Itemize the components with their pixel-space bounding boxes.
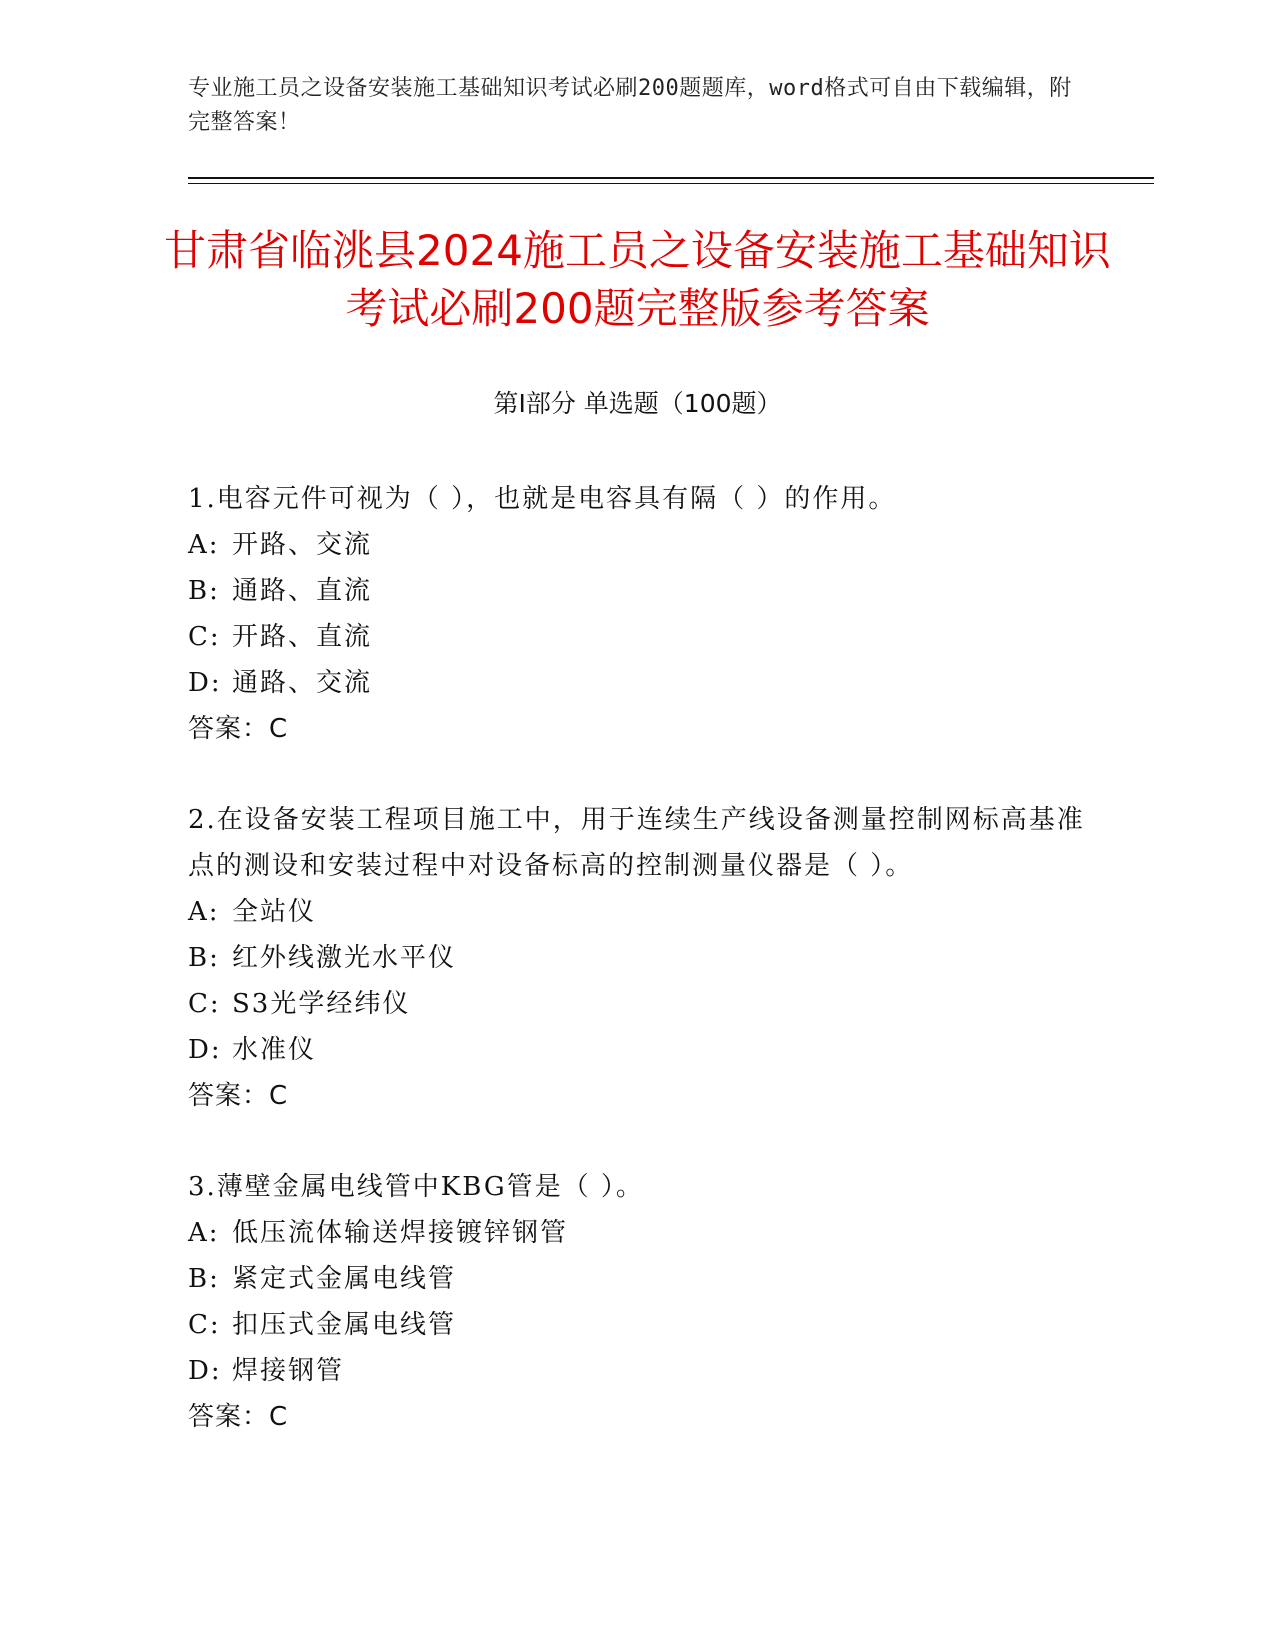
option-c xyxy=(188,981,1088,1027)
option-b xyxy=(188,935,1088,981)
option-letter: A: xyxy=(188,1218,220,1248)
answer-line: 答案：C xyxy=(188,1081,289,1111)
option-b xyxy=(188,1256,1088,1302)
option-d xyxy=(188,1027,1088,1073)
option-d xyxy=(188,1348,1088,1394)
question-2 xyxy=(188,797,1088,1119)
option-text: 开路、直流 xyxy=(232,622,373,652)
option-letter: A: xyxy=(188,530,220,560)
option-letter: D: xyxy=(188,1035,222,1065)
option-a xyxy=(188,1210,1088,1256)
option-letter: A: xyxy=(188,897,220,927)
document-title: 甘肃省临洮县2024施工员之设备安装施工基础知识考试必刷200题完整版参考答案 xyxy=(164,226,1111,333)
answer-line: 答案：C xyxy=(188,714,289,744)
header-rule-thick xyxy=(188,177,1154,179)
option-text: 红外线激光水平仪 xyxy=(232,943,457,973)
option-letter: D: xyxy=(188,1356,222,1386)
option-text: 水准仪 xyxy=(232,1035,317,1065)
question-stem: 2.在设备安装工程项目施工中，用于连续生产线设备测量控制网标高基准点的测设和安装过程中对设备标高的控制测量仪器是（ ）。 xyxy=(188,805,1085,881)
option-text: 低压流体输送焊接镀锌钢管 xyxy=(232,1218,569,1248)
section-heading: 第Ⅰ部分 单选题（100题） xyxy=(493,389,782,418)
option-letter: C: xyxy=(188,622,221,652)
option-c xyxy=(188,614,1088,660)
header-rule-thin xyxy=(188,183,1154,184)
option-text: 扣压式金属电线管 xyxy=(232,1310,457,1340)
header-note: 专业施工员之设备安装施工基础知识考试必刷200题题库，word格式可自由下载编辑，附完整答案！ xyxy=(188,76,1072,135)
option-a xyxy=(188,522,1088,568)
option-text: 焊接钢管 xyxy=(232,1356,345,1386)
option-text: 通路、交流 xyxy=(232,668,373,698)
option-text: 开路、交流 xyxy=(232,530,373,560)
option-letter: C: xyxy=(188,989,221,1019)
question-1 xyxy=(188,476,1088,752)
question-3 xyxy=(188,1164,1088,1440)
question-list xyxy=(188,476,1088,1485)
option-letter: D: xyxy=(188,668,222,698)
question-stem: 1.电容元件可视为（ ），也就是电容具有隔（ ）的作用。 xyxy=(188,484,897,514)
option-b xyxy=(188,568,1088,614)
option-text: 全站仪 xyxy=(232,897,317,927)
answer-line: 答案：C xyxy=(188,1402,289,1432)
option-d xyxy=(188,660,1088,706)
question-stem: 3.薄壁金属电线管中KBG管是（ ）。 xyxy=(188,1172,644,1202)
option-text: S3光学经纬仪 xyxy=(232,989,411,1019)
option-c xyxy=(188,1302,1088,1348)
option-letter: B: xyxy=(188,576,220,606)
option-text: 紧定式金属电线管 xyxy=(232,1264,457,1294)
option-a xyxy=(188,889,1088,935)
option-letter: B: xyxy=(188,1264,220,1294)
option-letter: C: xyxy=(188,1310,221,1340)
option-letter: B: xyxy=(188,943,220,973)
option-text: 通路、直流 xyxy=(232,576,373,606)
